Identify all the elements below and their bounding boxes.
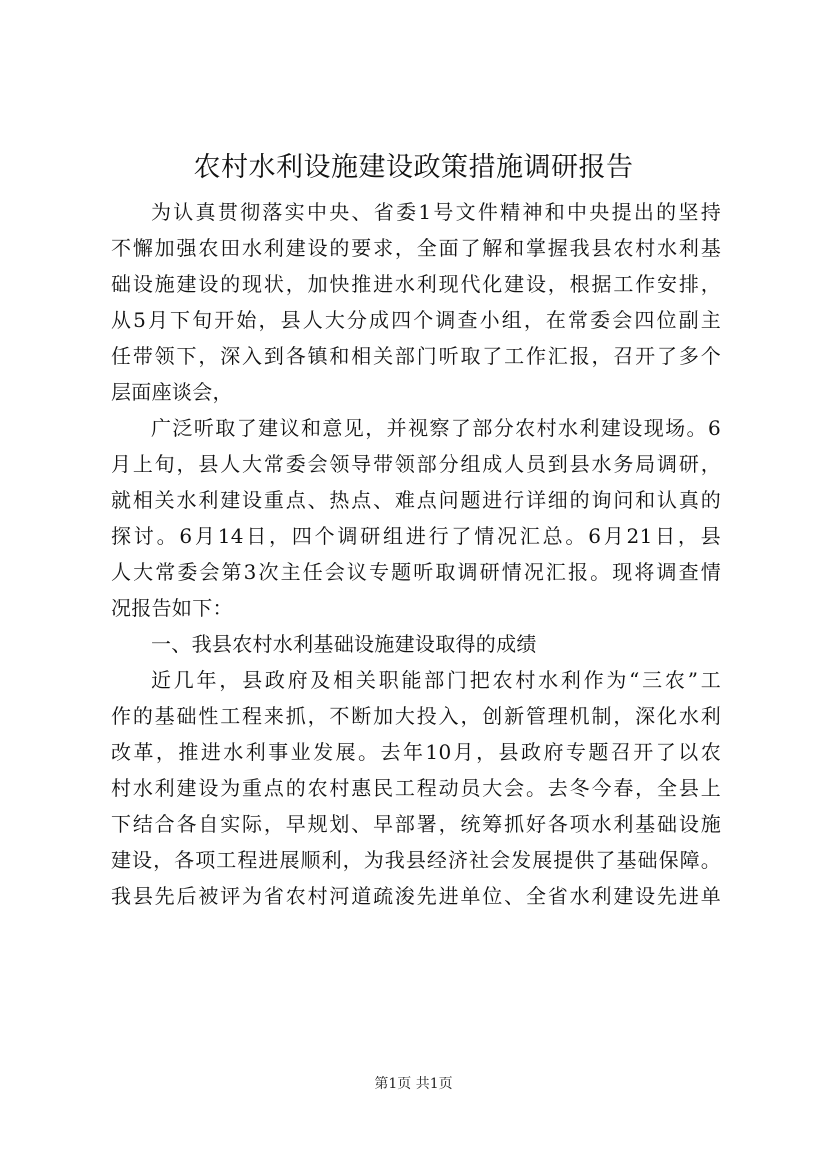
paragraph-line: 近几年，县政府及相关职能部门把农村水利作为“三农”工 — [151, 668, 721, 692]
paragraph-line: 人大常委会第3次主任会议专题听取调研情况汇报。现将调查情 — [111, 560, 721, 584]
paragraph-line: 我县先后被评为省农村河道疏浚先进单位、全省水利建设先进单 — [111, 884, 721, 908]
paragraph-line: 村水利建设为重点的农村惠民工程动员大会。去冬今春，全县上 — [111, 776, 721, 800]
paragraph-line: 不懈加强农田水利建设的要求，全面了解和掌握我县农村水利基 — [111, 236, 721, 260]
page-number-footer: 第1页 共1页 — [374, 1076, 453, 1092]
paragraph-line: 建设，各项工程进展顺利，为我县经济社会发展提供了基础保障。 — [111, 848, 721, 872]
document-title: 农村水利设施建设政策措施调研报告 — [193, 152, 634, 183]
paragraph-line: 况报告如下： — [111, 596, 233, 620]
paragraph-line: 下结合各自实际，早规划、早部署，统筹抓好各项水利基础设施 — [111, 812, 721, 836]
document-body — [111, 194, 721, 914]
paragraph-line: 础设施建设的现状，加快推进水利现代化建设，根据工作安排， — [111, 272, 721, 296]
paragraph-line: 任带领下，深入到各镇和相关部门听取了工作汇报，召开了多个 — [111, 344, 721, 368]
paragraph-line: 探讨。6月14日，四个调研组进行了情况汇总。6月21日，县 — [111, 524, 721, 548]
section-heading: 一、我县农村水利基础设施建设取得的成绩 — [151, 632, 537, 656]
paragraph-line: 月上旬，县人大常委会领导带领部分组成人员到县水务局调研， — [111, 452, 721, 476]
paragraph-line: 改革，推进水利事业发展。去年10月，县政府专题召开了以农 — [111, 740, 721, 764]
paragraph-line: 作的基础性工程来抓，不断加大投入，创新管理机制，深化水利 — [111, 704, 721, 728]
paragraph-line: 层面座谈会， — [111, 380, 233, 404]
paragraph-line: 为认真贯彻落实中央、省委1号文件精神和中央提出的坚持 — [151, 200, 721, 224]
paragraph-line: 就相关水利建设重点、热点、难点问题进行详细的询问和认真的 — [111, 488, 721, 512]
paragraph-line: 从5月下旬开始，县人大分成四个调查小组，在常委会四位副主 — [111, 308, 721, 332]
paragraph-line: 广泛听取了建议和意见，并视察了部分农村水利建设现场。6 — [151, 416, 721, 440]
